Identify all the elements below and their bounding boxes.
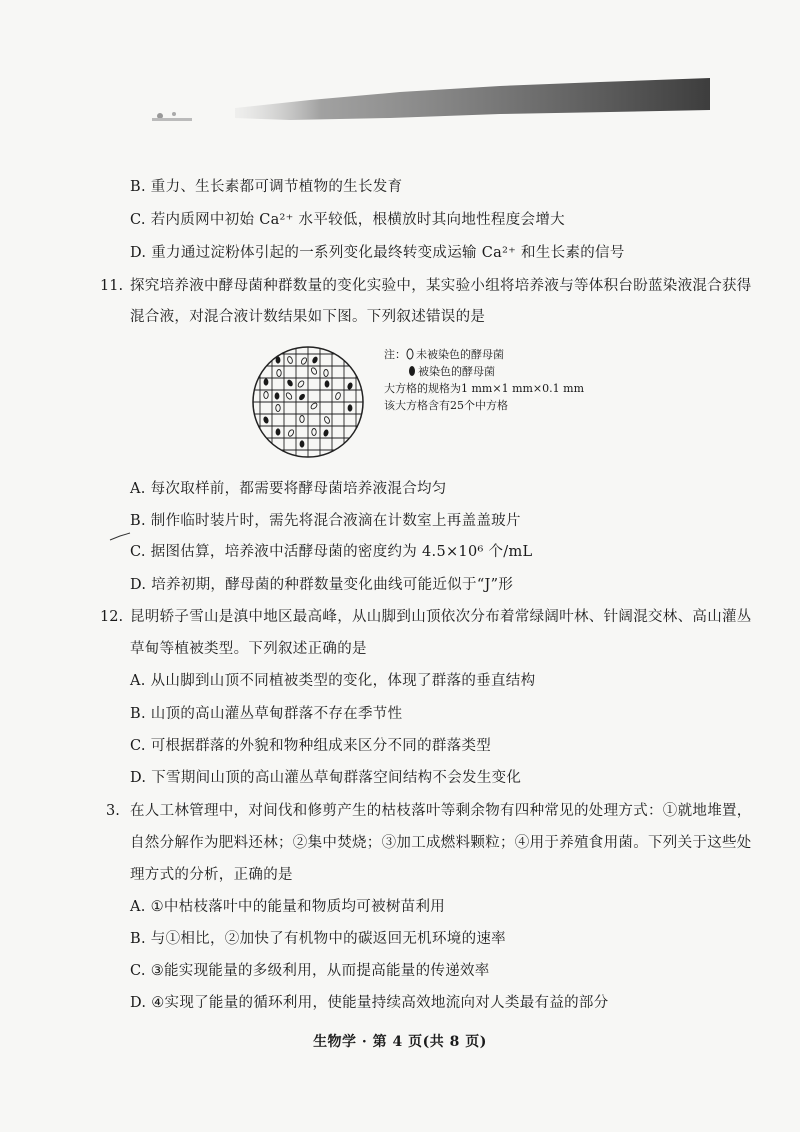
q11-option-b: B. 制作临时装片时，需先将混合液滴在计数室上再盖盖玻片 [130, 513, 521, 529]
q12-option-b: B. 山顶的高山灌丛草甸群落不存在季节性 [130, 706, 403, 722]
q13-number: 3. [106, 803, 120, 819]
hemocytometer-figure [248, 340, 588, 464]
q10-option-c: C. 若内质网中初始 Ca²⁺ 水平较低，根横放时其向地性程度会增大 [130, 212, 565, 228]
legend-count: 该大方格含有25个中方格 [384, 399, 508, 412]
q11-stem-line2: 混合液，对混合液计数结果如下图。下列叙述错误的是 [130, 309, 486, 325]
scan-artifact-strip [140, 78, 710, 122]
q11-option-a: A. 每次取样前，都需要将酵母菌培养液混合均匀 [130, 481, 447, 497]
q12-option-d: D. 下雪期间山顶的高山灌丛草甸群落空间结构不会发生变化 [130, 770, 522, 786]
pen-tick-mark [108, 532, 132, 542]
q13-option-d: D. ④实现了能量的循环利用，使能量持续高效地流向对人类最有益的部分 [130, 995, 609, 1011]
q12-stem-line2: 草甸等植被类型。下列叙述正确的是 [130, 641, 367, 657]
q10-option-d: D. 重力通过淀粉体引起的一系列变化最终转变成运输 Ca²⁺ 和生长素的信号 [130, 245, 625, 261]
q13-stem-line3: 理方式的分析，正确的是 [130, 867, 293, 883]
stained-cell-icon [408, 365, 416, 377]
legend-spec: 大方格的规格为1 mm×1 mm×0.1 mm [384, 382, 584, 395]
q11-option-c: C. 据图估算，培养液中活酵母菌的密度约为 4.5×10⁶ 个/mL [130, 544, 533, 560]
q13-stem-line1: 在人工林管理中，对间伐和修剪产生的枯枝落叶等剩余物有四种常见的处理方式：①就地堆置， [130, 803, 752, 819]
q12-stem-line1: 昆明轿子雪山是滇中地区最高峰，从山脚到山顶依次分布着常绿阔叶林、针阔混交林、高山灌丛 [130, 609, 752, 625]
q12-option-a: A. 从山脚到山顶不同植被类型的变化，体现了群落的垂直结构 [130, 673, 536, 689]
unstained-cell-icon [406, 348, 414, 360]
q13-option-a: A. ①中枯枝落叶中的能量和物质均可被树苗利用 [130, 899, 446, 915]
q10-option-b: B. 重力、生长素都可调节植物的生长发育 [130, 179, 403, 195]
hemocytometer-grid-diagram [248, 340, 368, 464]
legend-unstained: 未被染色的酵母菌 [416, 348, 504, 361]
q13-option-c: C. ③能实现能量的多级利用，从而提高能量的传递效率 [130, 963, 490, 979]
q11-number: 11. [100, 278, 124, 294]
figure-legend [384, 346, 584, 414]
page-footer: 生物学 · 第 4 页(共 8 页) [313, 1034, 487, 1050]
legend-title: 注： [384, 348, 406, 361]
q12-option-c: C. 可根据群落的外貌和物种组成来区分不同的群落类型 [130, 738, 492, 754]
q13-stem-line2: 自然分解作为肥料还林；②集中焚烧；③加工成燃料颗粒；④用于养殖食用菌。下列关于这些处 [130, 835, 752, 851]
q11-option-d: D. 培养初期，酵母菌的种群数量变化曲线可能近似于“J”形 [130, 577, 514, 593]
q12-number: 12. [100, 609, 124, 625]
legend-stained: 被染色的酵母菌 [418, 365, 495, 378]
q11-stem-line1: 探究培养液中酵母菌种群数量的变化实验中，某实验小组将培养液与等体积台盼蓝染液混合获得 [130, 278, 752, 294]
q13-option-b: B. 与①相比，②加快了有机物中的碳返回无机环境的速率 [130, 931, 506, 947]
